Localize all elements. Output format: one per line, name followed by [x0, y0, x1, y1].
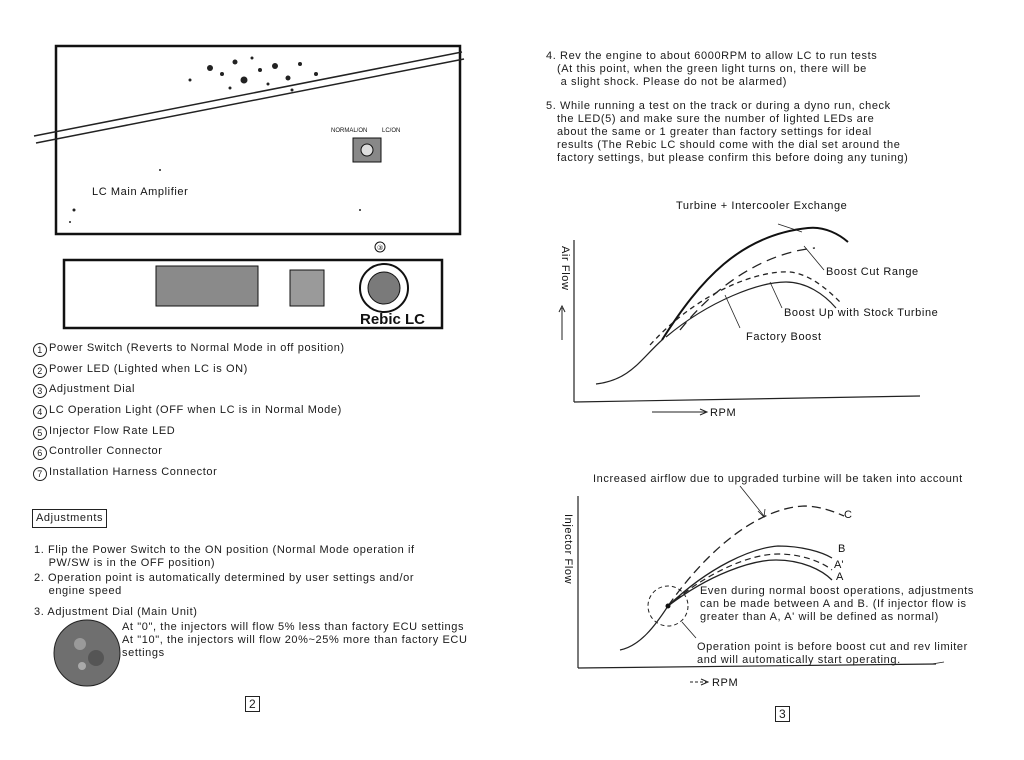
annotation-mid: Even during normal boost operations, adjustments can be made between A and B. (If injector flow is greater than A, A' will be defined as normal) — [700, 585, 974, 623]
x-axis-label: RPM — [710, 407, 737, 419]
page-number-right: 3 — [775, 706, 790, 722]
legend-text: Injector Flow Rate LED — [49, 425, 176, 437]
annotation-top: Increased airflow due to upgraded turbine will be taken into account — [593, 473, 963, 485]
brand-label: Rebic LC — [360, 311, 426, 328]
series-label-boost-cut: Boost Cut Range — [826, 266, 919, 278]
leader-line — [682, 622, 696, 638]
legend-item — [33, 425, 175, 440]
step-3-title: 3. Adjustment Dial (Main Unit) — [34, 606, 198, 618]
legend-item — [33, 404, 342, 419]
normal-on-label: NORMAL/ON — [331, 128, 368, 134]
legend-item — [33, 342, 345, 357]
legend-text: Power LED (Lighted when LC is ON) — [49, 363, 248, 375]
legend-number: 4 — [33, 405, 47, 419]
legend-text: Adjustment Dial — [49, 383, 136, 395]
legend-number: 6 — [33, 446, 47, 460]
series-label-boost-up: Boost Up with Stock Turbine — [784, 307, 939, 319]
adjustments-heading: Adjustments — [32, 509, 107, 528]
step-2-text: 2. Operation point is automatically determined by user settings and/or engine speed — [34, 572, 415, 597]
legend-text: LC Operation Light (OFF when LC is in Normal Mode) — [49, 404, 342, 416]
legend-number: 2 — [33, 364, 47, 378]
page-number-left: 2 — [245, 696, 260, 712]
series-label-a: A — [836, 571, 844, 583]
series-label-b: B — [838, 543, 846, 555]
x-axis — [574, 396, 920, 402]
y-axis-label: Injector Flow — [562, 514, 574, 585]
dial-photo — [52, 618, 122, 688]
control-unit-illustration — [60, 240, 450, 332]
leader-line — [804, 246, 824, 270]
leader-line — [770, 282, 782, 308]
operation-point-marker — [666, 604, 671, 609]
series-label-c: C — [844, 509, 852, 521]
base-curve — [596, 340, 662, 384]
lc-on-label: LC/ON — [382, 128, 401, 134]
legend-item — [33, 466, 217, 481]
step-1-text: 1. Flip the Power Switch to the ON position (Normal Mode operation if PW/SW is in the OFF position) — [34, 544, 415, 569]
series-turbine-intercooler-line — [662, 228, 848, 340]
amplifier-label: LC Main Amplifier — [92, 186, 189, 198]
series-label-a-prime: A' — [834, 559, 844, 571]
leader-line — [740, 486, 764, 516]
step-3-body: At "0", the injectors will flow 5% less than factory ECU settings At "10", the injectors will flow 20%~25% more than factory ECU settings — [122, 621, 468, 659]
legend-text: Power Switch (Reverts to Normal Mode in off position) — [49, 342, 345, 354]
main-amplifier-illustration — [30, 40, 470, 240]
annotation-bottom: Operation point is before boost cut and rev limiter and will automatically start operating. — [697, 641, 968, 666]
legend-item — [33, 363, 248, 378]
step-4-text: 4. Rev the engine to about 6000RPM to allow LC to run tests (At this point, when the green light turns on, there will be a slight shock. Please do not be alarmed) — [546, 50, 878, 88]
series-label-turbine: Turbine + Intercooler Exchange — [676, 200, 848, 212]
step-5-text: 5. While running a test on the track or during a dyno run, check the LED(5) and make sure the number of lighted LEDs are about the same or 1 greater than factory settings for ideal results (The Rebic LC should come with the dial set around the factory settings, but please confirm this before doing any tuning) — [546, 100, 909, 164]
legend-number: 1 — [33, 343, 47, 357]
airflow-chart — [540, 190, 990, 430]
leader-line — [725, 295, 740, 328]
legend-text: Controller Connector — [49, 445, 163, 457]
x-axis-label: RPM — [712, 677, 739, 689]
legend-item — [33, 445, 163, 460]
legend-number: 5 — [33, 426, 47, 440]
base-curve — [620, 606, 668, 650]
dial-number-label: ③ — [377, 245, 384, 252]
legend-text: Installation Harness Connector — [49, 466, 218, 478]
legend-item — [33, 383, 135, 398]
legend-number: 3 — [33, 384, 47, 398]
legend-number: 7 — [33, 467, 47, 481]
y-axis-label: Air Flow — [559, 246, 571, 291]
series-label-factory: Factory Boost — [746, 331, 822, 343]
print-speckles — [69, 57, 361, 224]
